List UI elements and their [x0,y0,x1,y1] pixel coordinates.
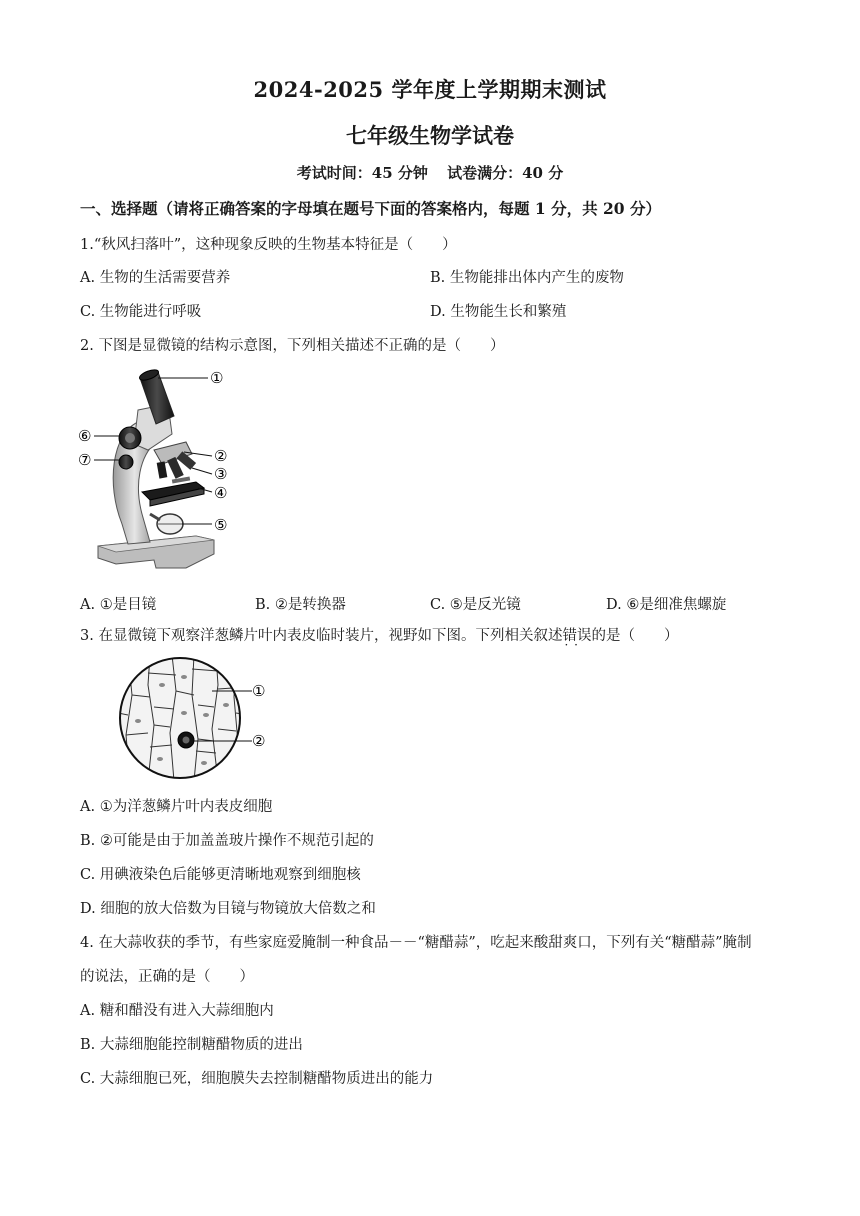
q3-option-d: D. 细胞的放大倍数为目镜与物镜放大倍数之和 [80,901,376,917]
q4-option-a: A. 糖和醋没有进入大蒜细胞内 [80,1003,274,1019]
cell-label-2: ② [252,732,266,750]
q2-option-d: D. ⑥是细准焦螺旋 [606,597,727,613]
exam-score: 试卷满分：40 分 [447,164,564,182]
cell-label-1: ① [252,682,266,700]
q3-stem-post: 的是（ ） [591,628,679,644]
section-heading: 一、选择题（请将正确答案的字母填在题号下面的答案格内，每题 1 分，共 20 分） [80,199,661,218]
microscope-label-1: ① [210,369,224,387]
microscope-label-2: ② [214,447,228,465]
q4-stem-line2: 的说法，正确的是（ ） [80,969,254,985]
q3-option-a: A. ①为洋葱鳞片叶内表皮细胞 [80,799,273,815]
q3-option-b: B. ②可能是由于加盖盖玻片操作不规范引起的 [80,833,374,849]
q4-option-c: C. 大蒜细胞已死，细胞膜失去控制糖醋物质进出的能力 [80,1071,434,1087]
q2-option-a: A. ①是目镜 [80,597,157,613]
q1-option-a: A. 生物的生活需要营养 [80,270,231,286]
q2-option-b: B. ②是转换器 [255,597,346,613]
q4-option-b: B. 大蒜细胞能控制糖醋物质的进出 [80,1037,303,1053]
microscope-label-5: ⑤ [214,516,228,534]
microscope-label-4: ④ [214,484,228,502]
q3-option-c: C. 用碘液染色后能够更清晰地观察到细胞核 [80,867,361,883]
q1-option-d: D. 生物能生长和繁殖 [430,304,567,320]
exam-title: 2024-2025 学年度上学期期末测试 [253,77,607,102]
q4-stem-line1: 4. 在大蒜收获的季节，有些家庭爱腌制一种食品－－“糖醋蒜”，吃起来酸甜爽口，下列有关“糖醋蒜”腌制 [80,935,752,951]
q1-option-b: B. 生物能排出体内产生的废物 [430,270,624,286]
q1-option-c: C. 生物能进行呼吸 [80,304,202,320]
exam-time: 考试时间：45 分钟 [296,164,428,182]
onion-cell-figure [118,655,278,781]
microscope-figure [76,364,246,578]
microscope-label-7: ⑦ [78,451,92,469]
q2-stem: 2. 下图是显微镜的结构示意图，下列相关描述不正确的是（ ） [80,338,505,354]
microscope-label-3: ③ [214,465,228,483]
q2-option-c: C. ⑤是反光镜 [430,597,521,613]
exam-subtitle: 七年级生物学试卷 [346,123,514,148]
q3-stem [80,624,678,645]
exam-meta [0,162,860,183]
q3-stem-emphasis: 错误 · · [562,624,591,645]
q3-stem-pre: 3. 在显微镜下观察洋葱鳞片叶内表皮临时装片，视野如下图。下列相关叙述 [80,628,563,644]
microscope-label-6: ⑥ [78,427,92,445]
q1-stem: 1.“秋风扫落叶”，这种现象反映的生物基本特征是（ ） [80,237,457,253]
